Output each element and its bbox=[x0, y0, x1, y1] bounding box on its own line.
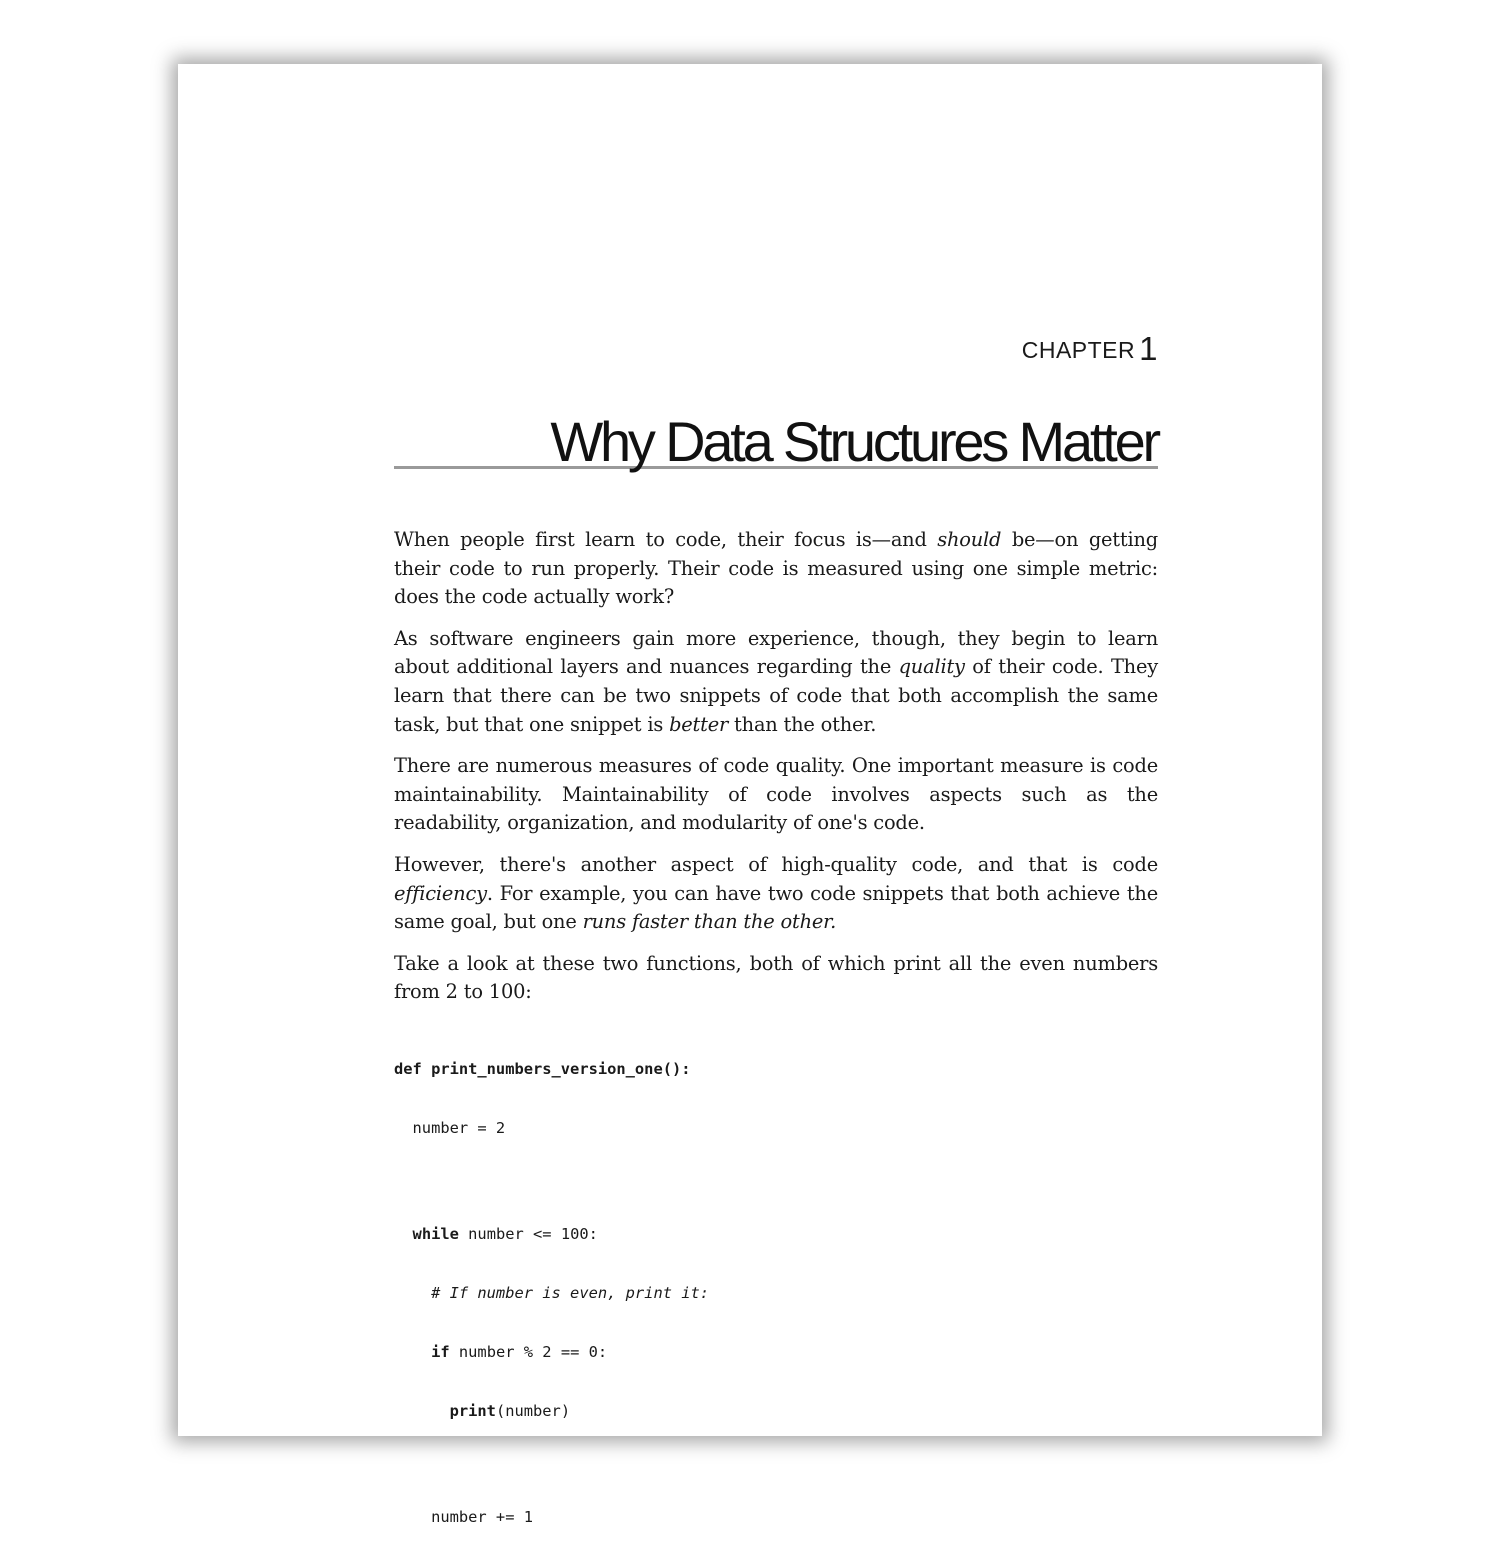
paragraph-2-emphasis-better: better bbox=[669, 712, 729, 736]
code-gap bbox=[394, 1176, 709, 1187]
paragraph-5: Take a look at these two functions, both of which print all the even numbers from 2 to 100: bbox=[394, 951, 1158, 1004]
code-gap bbox=[394, 1459, 709, 1470]
code-line-4-comment: # If number is even, print it: bbox=[394, 1284, 710, 1302]
code-line-3-indent bbox=[394, 1225, 413, 1243]
code-line-1-rest: (): bbox=[662, 1060, 691, 1078]
code-line-5 bbox=[394, 1341, 709, 1364]
code-listing bbox=[394, 1022, 709, 1565]
book-page bbox=[178, 64, 1322, 1526]
paragraph-3: There are numerous measures of code quality. One important measure is code maintainability. Maintainability of code involves aspects such as the readability, organization, and modularity of one's code. bbox=[394, 754, 1158, 835]
code-def-keyword: def print_numbers_version_one bbox=[394, 1060, 663, 1078]
code-line-6 bbox=[394, 1400, 709, 1423]
code-line-3-rest: number <= 100: bbox=[458, 1225, 598, 1243]
paragraph-1-text-b: be—on getting their code to run properly. Their code is measured using one simple metric: does the code actually work? bbox=[394, 528, 1158, 609]
paragraph-2-text-a: As software engineers gain more experience, though, they begin to learn about additional layers and nuances regarding the bbox=[394, 626, 1158, 679]
chapter-number: 1 bbox=[1139, 330, 1158, 367]
paragraph-2-text-c: than the other. bbox=[728, 712, 877, 736]
paragraph-4-text-a: However, there's another aspect of high-quality code, and that is code bbox=[394, 852, 1158, 876]
chapter-label-text: CHAPTER bbox=[1021, 337, 1136, 363]
paragraph-1-emphasis: should bbox=[937, 528, 1002, 551]
code-line-5-rest: number % 2 == 0: bbox=[449, 1343, 608, 1361]
paragraph-4 bbox=[394, 851, 1158, 937]
code-line-6-indent bbox=[394, 1402, 450, 1420]
body-text bbox=[394, 526, 1158, 1020]
chapter-title: Why Data Structures Matter bbox=[550, 410, 1158, 473]
paragraph-2 bbox=[394, 625, 1158, 739]
paragraph-4-emphasis-runs-faster: runs faster than the other. bbox=[582, 910, 837, 934]
paragraph-1 bbox=[394, 526, 1158, 612]
code-if-keyword: if bbox=[431, 1343, 450, 1361]
paragraph-2-emphasis-quality: quality bbox=[898, 655, 965, 679]
code-print-keyword: print bbox=[449, 1402, 496, 1420]
paragraph-4-text-b: . For example, you can have two code snippets that both achieve the same goal, but one bbox=[394, 881, 1158, 934]
code-line-7: number += 1 bbox=[394, 1508, 533, 1526]
paragraph-4-emphasis-efficiency: efficiency bbox=[394, 881, 487, 905]
paragraph-2-text-b: of their code. They learn that there can be two snippets of code that both accomplish the same task, but that one snippet is bbox=[394, 655, 1158, 736]
chapter-title-block bbox=[394, 410, 1158, 474]
code-line-5-indent bbox=[394, 1343, 431, 1361]
code-line-3 bbox=[394, 1223, 709, 1246]
code-line-6-rest: (number) bbox=[495, 1402, 571, 1420]
code-while-keyword: while bbox=[412, 1225, 459, 1243]
code-line-1 bbox=[394, 1058, 709, 1081]
paragraph-1-text-a: When people first learn to code, their focus is—and bbox=[394, 528, 938, 551]
code-line-2: number = 2 bbox=[394, 1119, 506, 1137]
chapter-label bbox=[1022, 330, 1158, 368]
